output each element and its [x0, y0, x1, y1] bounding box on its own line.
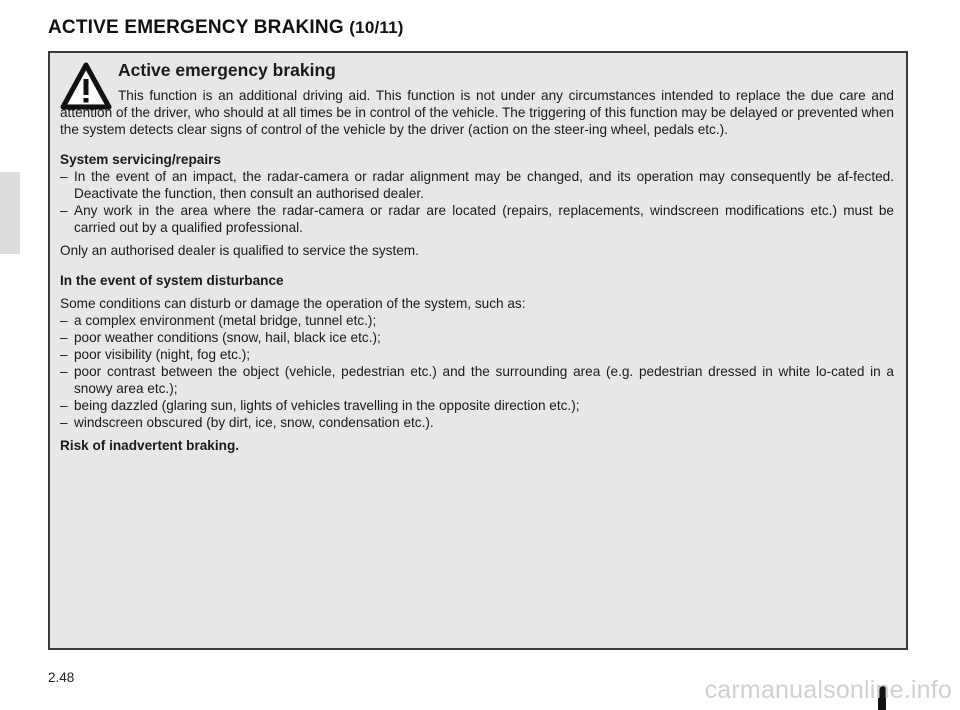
servicing-item: – In the event of an impact, the radar-camera or radar alignment may be changed, and its operation may consequently be af-fected. Deactivate the function, then consult an authorised dealer.: [60, 168, 894, 202]
chapter-tab: [0, 172, 20, 254]
disturbance-item: – being dazzled (glaring sun, lights of vehicles travelling in the opposite direction etc.);: [60, 397, 894, 414]
disturbance-item: – poor visibility (night, fog etc.);: [60, 346, 894, 363]
disturbance-heading: In the event of system disturbance: [60, 273, 284, 288]
disturbance-item: – a complex environment (metal bridge, tunnel etc.);: [60, 312, 894, 329]
page-number: 2.48: [48, 670, 75, 685]
page-counter: (10/11): [349, 18, 404, 37]
disturbance-item: – poor contrast between the object (vehicle, pedestrian etc.) and the surrounding area (e.g. pedestrian dressed in white lo-cated in a snowy area etc.);: [60, 363, 894, 397]
servicing-note: Only an authorised dealer is qualified to service the system.: [60, 243, 419, 258]
disturbance-item: – windscreen obscured (by dirt, ice, snow, condensation etc.).: [60, 414, 894, 431]
servicing-item: – Any work in the area where the radar-camera or radar are located (repairs, replacements, windscreen modifications etc.) must be carried out by a qualified professional.: [60, 202, 894, 236]
page-title-text: ACTIVE EMERGENCY BRAKING: [48, 17, 344, 38]
intro-paragraph: This function is an additional driving aid. This function is not under any circumstances intended to replace the due care and attention of the driver, who should at all times be in control of the vehicle. The triggering of this function may be delayed or prevented when the system detects clear signs of control of the vehicle by the driver (action on the steer-ing wheel, pedals etc.).: [60, 88, 894, 137]
disturbance-intro: Some conditions can disturb or damage the operation of the system, such as:: [60, 296, 526, 311]
servicing-heading: System servicing/repairs: [60, 152, 221, 167]
warning-title: Active emergency braking: [118, 60, 336, 80]
disturbance-item: – poor weather conditions (snow, hail, black ice etc.);: [60, 329, 894, 346]
warning-content: [60, 59, 894, 454]
page-title: [48, 17, 404, 39]
warning-panel: [48, 51, 908, 650]
risk-note: Risk of inadvertent braking.: [60, 438, 240, 453]
watermark: carmanualsonline.info: [704, 676, 952, 704]
